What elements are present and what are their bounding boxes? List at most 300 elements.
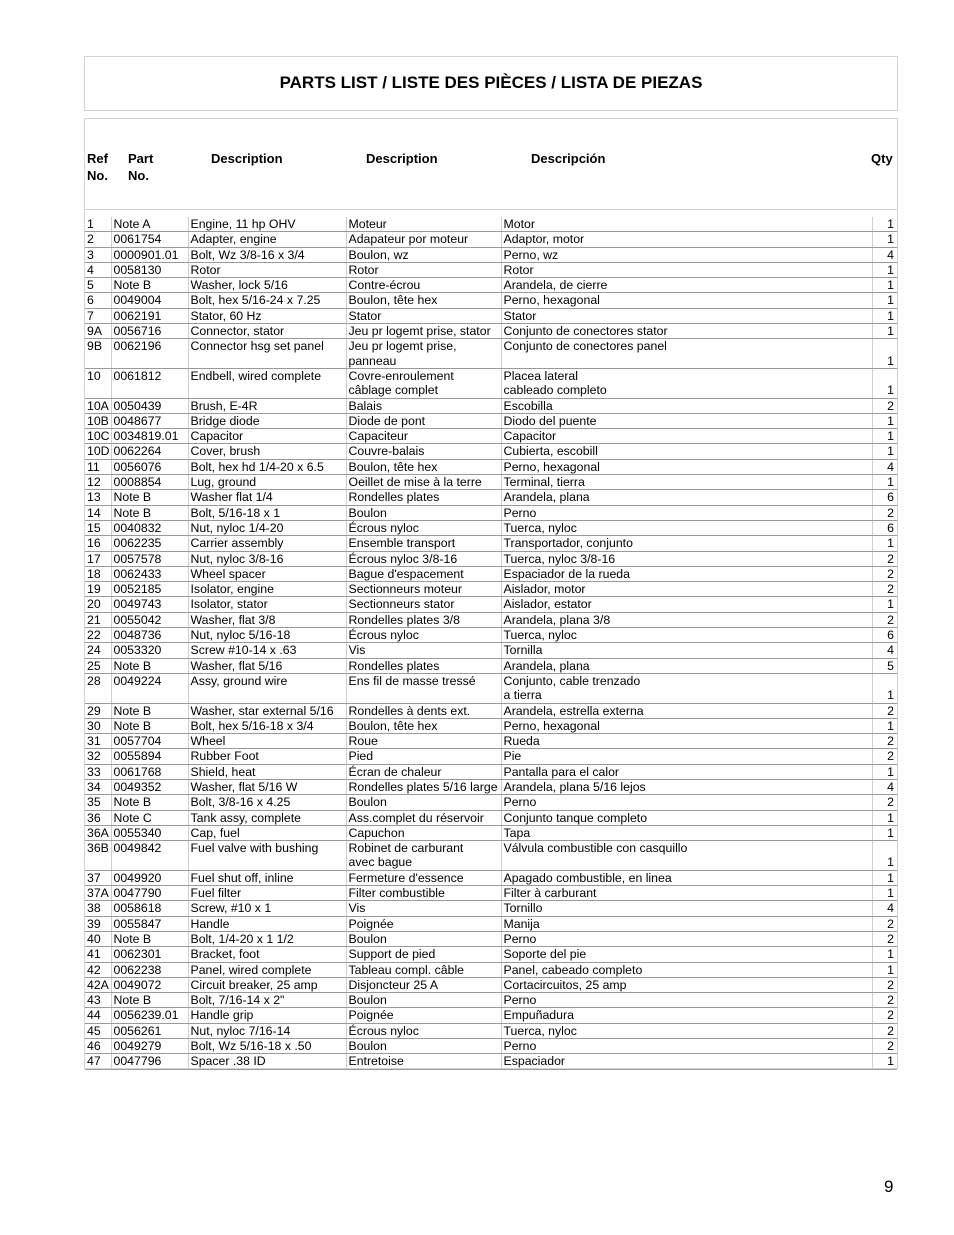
desc-en-cell: Lug, ground <box>188 475 346 490</box>
desc-fr-cell: Disjoncteur 25 A <box>346 977 501 992</box>
desc-fr-cell: Pied <box>346 749 501 764</box>
desc-en-cell: Washer, star external 5/16 <box>188 703 346 718</box>
desc-en-cell: Rubber Foot <box>188 749 346 764</box>
qty-cell: 1 <box>872 217 897 232</box>
desc-fr-cell: Écrous nyloc <box>346 628 501 643</box>
table-row <box>85 324 897 339</box>
header-desc-en: Description <box>211 151 283 166</box>
ref-cell: 1 <box>85 217 111 232</box>
qty-cell: 6 <box>872 628 897 643</box>
desc-es-cell: Tornilla <box>501 643 872 658</box>
desc-fr-cell: Ensemble transport <box>346 536 501 551</box>
part-no-cell: 0050439 <box>111 398 188 413</box>
desc-en-cell: Connector, stator <box>188 324 346 339</box>
table-row <box>85 1008 897 1023</box>
ref-cell: 6 <box>85 293 111 308</box>
part-no-cell: Note C <box>111 810 188 825</box>
qty-cell: 1 <box>872 308 897 323</box>
desc-es-cell: Tuerca, nyloc <box>501 1023 872 1038</box>
qty-cell: 1 <box>872 886 897 901</box>
desc-es-cell: Motor <box>501 217 872 232</box>
desc-en-cell: Nut, nyloc 3/8-16 <box>188 551 346 566</box>
desc-fr-cell: Covre-enroulement câblage complet <box>346 368 501 398</box>
qty-cell: 1 <box>872 947 897 962</box>
desc-fr-cell: Rotor <box>346 262 501 277</box>
table-row <box>85 977 897 992</box>
desc-es-cell: Terminal, tierra <box>501 475 872 490</box>
ref-cell: 41 <box>85 947 111 962</box>
part-no-cell: 0057704 <box>111 734 188 749</box>
qty-cell: 2 <box>872 398 897 413</box>
desc-en-cell: Brush, E-4R <box>188 398 346 413</box>
desc-es-cell: Diodo del puente <box>501 413 872 428</box>
desc-fr-cell: Sectionneurs moteur <box>346 582 501 597</box>
qty-cell: 2 <box>872 582 897 597</box>
page-number: 9 <box>884 1177 894 1196</box>
table-row <box>85 262 897 277</box>
desc-fr-cell: Couvre-balais <box>346 444 501 459</box>
desc-es-cell: Aislador, estator <box>501 597 872 612</box>
desc-es-cell: Conjunto de conectores stator <box>501 324 872 339</box>
qty-cell: 2 <box>872 1008 897 1023</box>
part-no-cell: 0062264 <box>111 444 188 459</box>
desc-fr-cell: Tableau compl. câble <box>346 962 501 977</box>
ref-cell: 38 <box>85 901 111 916</box>
part-no-cell: 0062235 <box>111 536 188 551</box>
part-no-cell: Note B <box>111 795 188 810</box>
desc-en-cell: Assy, ground wire <box>188 673 346 703</box>
ref-cell: 44 <box>85 1008 111 1023</box>
desc-en-cell: Bolt, 5/16-18 x 1 <box>188 505 346 520</box>
desc-es-cell: Tuerca, nyloc <box>501 520 872 535</box>
ref-cell: 24 <box>85 643 111 658</box>
desc-en-cell: Carrier assembly <box>188 536 346 551</box>
qty-cell: 2 <box>872 505 897 520</box>
qty-cell: 2 <box>872 977 897 992</box>
ref-cell: 25 <box>85 658 111 673</box>
part-no-cell: Note A <box>111 217 188 232</box>
desc-en-cell: Spacer .38 ID <box>188 1054 346 1069</box>
qty-cell: 1 <box>872 718 897 733</box>
desc-en-cell: Fuel valve with bushing <box>188 841 346 871</box>
desc-fr-cell: Bague d'espacement <box>346 566 501 581</box>
qty-cell: 1 <box>872 1054 897 1069</box>
desc-es-cell: Arandela, plana 5/16 lejos <box>501 779 872 794</box>
table-row <box>85 612 897 627</box>
qty-cell: 2 <box>872 612 897 627</box>
part-no-cell: 0047790 <box>111 886 188 901</box>
part-no-cell: 0049224 <box>111 673 188 703</box>
part-no-cell: 0062238 <box>111 962 188 977</box>
desc-fr-cell: Diode de pont <box>346 413 501 428</box>
desc-es-cell: Perno, hexagonal <box>501 293 872 308</box>
qty-cell: 1 <box>872 764 897 779</box>
table-row <box>85 429 897 444</box>
table-row <box>85 444 897 459</box>
desc-en-cell: Bolt, hex hd 1/4-20 x 6.5 <box>188 459 346 474</box>
ref-cell: 47 <box>85 1054 111 1069</box>
desc-es-cell: Tornillo <box>501 901 872 916</box>
desc-fr-cell: Ens fil de masse tressé <box>346 673 501 703</box>
desc-en-cell: Washer flat 1/4 <box>188 490 346 505</box>
ref-cell: 36A <box>85 825 111 840</box>
desc-es-cell: Espaciador de la rueda <box>501 566 872 581</box>
desc-es-cell: Cubierta, escobill <box>501 444 872 459</box>
ref-cell: 2 <box>85 232 111 247</box>
desc-es-cell: Válvula combustible con casquillo <box>501 841 872 871</box>
desc-fr-cell: Entretoise <box>346 1054 501 1069</box>
part-no-cell: 0008854 <box>111 475 188 490</box>
ref-cell: 37 <box>85 870 111 885</box>
ref-cell: 28 <box>85 673 111 703</box>
desc-en-cell: Bolt, Wz 5/16-18 x .50 <box>188 1039 346 1054</box>
ref-cell: 31 <box>85 734 111 749</box>
ref-cell: 10 <box>85 368 111 398</box>
ref-cell: 14 <box>85 505 111 520</box>
table-row <box>85 339 897 369</box>
ref-cell: 34 <box>85 779 111 794</box>
ref-cell: 15 <box>85 520 111 535</box>
table-row <box>85 931 897 946</box>
desc-en-cell: Isolator, stator <box>188 597 346 612</box>
ref-cell: 42A <box>85 977 111 992</box>
table-row <box>85 628 897 643</box>
desc-es-cell: Filter à carburant <box>501 886 872 901</box>
parts-table <box>85 217 897 1070</box>
desc-es-cell: Apagado combustible, en linea <box>501 870 872 885</box>
desc-es-cell: Transportador, conjunto <box>501 536 872 551</box>
ref-cell: 37A <box>85 886 111 901</box>
part-no-cell: 0056261 <box>111 1023 188 1038</box>
desc-es-cell: Arandela, plana <box>501 658 872 673</box>
desc-es-cell: Pantalla para el calor <box>501 764 872 779</box>
desc-es-cell: Perno <box>501 931 872 946</box>
desc-fr-cell: Boulon, wz <box>346 247 501 262</box>
desc-es-cell: Perno <box>501 505 872 520</box>
title-box <box>84 56 898 111</box>
part-no-cell: 0062301 <box>111 947 188 962</box>
part-no-cell: 0048677 <box>111 413 188 428</box>
desc-es-cell: Tuerca, nyloc 3/8-16 <box>501 551 872 566</box>
part-no-cell: 0055340 <box>111 825 188 840</box>
ref-cell: 3 <box>85 247 111 262</box>
qty-cell: 1 <box>872 324 897 339</box>
ref-cell: 13 <box>85 490 111 505</box>
parts-table-body <box>85 217 897 1069</box>
part-no-cell: 0061768 <box>111 764 188 779</box>
desc-fr-cell: Vis <box>346 901 501 916</box>
desc-en-cell: Washer, flat 5/16 W <box>188 779 346 794</box>
ref-cell: 40 <box>85 931 111 946</box>
part-no-cell: 0000901.01 <box>111 247 188 262</box>
ref-cell: 5 <box>85 278 111 293</box>
table-row <box>85 764 897 779</box>
ref-cell: 30 <box>85 718 111 733</box>
desc-en-cell: Handle grip <box>188 1008 346 1023</box>
desc-es-cell: Perno, wz <box>501 247 872 262</box>
desc-en-cell: Washer, flat 5/16 <box>188 658 346 673</box>
qty-cell: 1 <box>872 339 897 369</box>
desc-es-cell: Conjunto, cable trenzado a tierra <box>501 673 872 703</box>
part-no-cell: Note B <box>111 931 188 946</box>
part-no-cell: 0049743 <box>111 597 188 612</box>
part-no-cell: Note B <box>111 490 188 505</box>
desc-fr-cell: Boulon, tête hex <box>346 459 501 474</box>
table-row <box>85 368 897 398</box>
desc-en-cell: Cover, brush <box>188 444 346 459</box>
table-row <box>85 962 897 977</box>
table-row <box>85 825 897 840</box>
table-row <box>85 247 897 262</box>
desc-fr-cell: Rondelles plates 3/8 <box>346 612 501 627</box>
desc-fr-cell: Écrous nyloc 3/8-16 <box>346 551 501 566</box>
desc-en-cell: Tank assy, complete <box>188 810 346 825</box>
table-row <box>85 1054 897 1069</box>
ref-cell: 43 <box>85 993 111 1008</box>
qty-cell: 2 <box>872 993 897 1008</box>
desc-en-cell: Wheel <box>188 734 346 749</box>
desc-en-cell: Bridge diode <box>188 413 346 428</box>
qty-cell: 2 <box>872 795 897 810</box>
desc-es-cell: Arandela, estrella externa <box>501 703 872 718</box>
table-row <box>85 870 897 885</box>
part-no-cell: 0047796 <box>111 1054 188 1069</box>
qty-cell: 2 <box>872 566 897 581</box>
desc-fr-cell: Boulon <box>346 795 501 810</box>
ref-cell: 11 <box>85 459 111 474</box>
desc-es-cell: Tuerca, nyloc <box>501 628 872 643</box>
desc-fr-cell: Boulon <box>346 931 501 946</box>
desc-fr-cell: Robinet de carburant avec bague <box>346 841 501 871</box>
ref-cell: 4 <box>85 262 111 277</box>
qty-cell: 1 <box>872 278 897 293</box>
desc-en-cell: Bolt, hex 5/16-24 x 7.25 <box>188 293 346 308</box>
ref-cell: 9B <box>85 339 111 369</box>
part-no-cell: Note B <box>111 278 188 293</box>
desc-es-cell: Manija <box>501 916 872 931</box>
desc-fr-cell: Fermeture d'essence <box>346 870 501 885</box>
table-row <box>85 779 897 794</box>
ref-cell: 17 <box>85 551 111 566</box>
part-no-cell: 0053320 <box>111 643 188 658</box>
parts-table-container <box>84 118 898 1069</box>
header-desc-fr: Description <box>366 151 438 166</box>
qty-cell: 1 <box>872 293 897 308</box>
qty-cell: 1 <box>872 232 897 247</box>
desc-en-cell: Nut, nyloc 1/4-20 <box>188 520 346 535</box>
desc-fr-cell: Boulon <box>346 1039 501 1054</box>
part-no-cell: 0056076 <box>111 459 188 474</box>
desc-fr-cell: Oeillet de mise à la terre <box>346 475 501 490</box>
page-title: PARTS LIST / LISTE DES PIÈCES / LISTA DE PIEZAS <box>279 73 703 92</box>
part-no-cell: 0057578 <box>111 551 188 566</box>
table-row <box>85 398 897 413</box>
ref-cell: 9A <box>85 324 111 339</box>
part-no-cell: 0055847 <box>111 916 188 931</box>
desc-en-cell: Washer, flat 3/8 <box>188 612 346 627</box>
desc-en-cell: Bolt, Wz 3/8-16 x 3/4 <box>188 247 346 262</box>
table-row <box>85 810 897 825</box>
qty-cell: 2 <box>872 1039 897 1054</box>
desc-en-cell: Bolt, hex 5/16-18 x 3/4 <box>188 718 346 733</box>
desc-es-cell: Perno, hexagonal <box>501 718 872 733</box>
table-row <box>85 658 897 673</box>
part-no-cell: 0049842 <box>111 841 188 871</box>
desc-es-cell: Placea lateral cableado completo <box>501 368 872 398</box>
table-row <box>85 886 897 901</box>
header-part: Part No. <box>128 151 154 183</box>
qty-cell: 1 <box>872 262 897 277</box>
qty-cell: 4 <box>872 247 897 262</box>
ref-cell: 20 <box>85 597 111 612</box>
table-header <box>85 119 897 210</box>
ref-cell: 36B <box>85 841 111 871</box>
table-row <box>85 520 897 535</box>
part-no-cell: 0062196 <box>111 339 188 369</box>
desc-en-cell: Handle <box>188 916 346 931</box>
ref-cell: 10C <box>87 429 110 444</box>
ref-cell: 42 <box>85 962 111 977</box>
desc-fr-cell: Boulon, tête hex <box>346 718 501 733</box>
desc-fr-cell: Contre-écrou <box>346 278 501 293</box>
qty-cell: 4 <box>872 779 897 794</box>
desc-en-cell: Panel, wired complete <box>188 962 346 977</box>
part-no-cell: 0049279 <box>111 1039 188 1054</box>
qty-cell: 6 <box>872 520 897 535</box>
desc-fr-cell: Boulon <box>346 993 501 1008</box>
qty-cell: 1 <box>872 475 897 490</box>
desc-fr-cell: Capaciteur <box>346 429 501 444</box>
desc-en-cell: Nut, nyloc 5/16-18 <box>188 628 346 643</box>
desc-fr-cell: Rondelles plates <box>346 490 501 505</box>
table-row <box>85 643 897 658</box>
desc-es-cell: Cortacircuitos, 25 amp <box>501 977 872 992</box>
desc-fr-cell: Sectionneurs stator <box>346 597 501 612</box>
table-row <box>85 901 897 916</box>
qty-cell: 4 <box>872 643 897 658</box>
desc-fr-cell: Rondelles plates <box>346 658 501 673</box>
ref-cell: 10D <box>87 444 110 459</box>
table-row <box>85 459 897 474</box>
header-desc-es: Descripción <box>531 151 606 166</box>
part-no-cell: 0055042 <box>111 612 188 627</box>
table-row <box>85 551 897 566</box>
desc-fr-cell: Balais <box>346 398 501 413</box>
desc-es-cell: Perno <box>501 1039 872 1054</box>
part-no-cell: 0056716 <box>111 324 188 339</box>
part-no-cell: 0062433 <box>111 566 188 581</box>
desc-es-cell: Rueda <box>501 734 872 749</box>
desc-fr-cell: Poignée <box>346 916 501 931</box>
table-row <box>85 505 897 520</box>
desc-en-cell: Screw, #10 x 1 <box>188 901 346 916</box>
desc-en-cell: Screw #10-14 x .63 <box>188 643 346 658</box>
desc-en-cell: Nut, nyloc 7/16-14 <box>188 1023 346 1038</box>
desc-es-cell: Perno <box>501 993 872 1008</box>
table-row <box>85 232 897 247</box>
qty-cell: 1 <box>872 597 897 612</box>
desc-fr-cell: Boulon, tête hex <box>346 293 501 308</box>
desc-es-cell: Aislador, motor <box>501 582 872 597</box>
table-row <box>85 734 897 749</box>
part-no-cell: 0062191 <box>111 308 188 323</box>
desc-fr-cell: Jeu pr logemt prise, stator <box>346 324 501 339</box>
qty-cell: 2 <box>872 551 897 566</box>
desc-fr-cell: Vis <box>346 643 501 658</box>
desc-es-cell: Tapa <box>501 825 872 840</box>
qty-cell: 2 <box>872 931 897 946</box>
part-no-cell: Note B <box>111 993 188 1008</box>
desc-en-cell: Washer, lock 5/16 <box>188 278 346 293</box>
header-ref: Ref No. <box>87 151 108 183</box>
desc-es-cell: Espaciador <box>501 1054 872 1069</box>
desc-es-cell: Arandela, plana 3/8 <box>501 612 872 627</box>
qty-cell: 4 <box>872 459 897 474</box>
part-no-cell: 0058618 <box>111 901 188 916</box>
qty-cell: 2 <box>872 1023 897 1038</box>
qty-cell: 1 <box>872 825 897 840</box>
ref-cell: 7 <box>85 308 111 323</box>
table-row <box>85 293 897 308</box>
desc-fr-cell: Adapateur por moteur <box>346 232 501 247</box>
qty-cell: 4 <box>872 901 897 916</box>
header-qty: Qty <box>871 151 893 166</box>
desc-fr-cell: Rondelles à dents ext. <box>346 703 501 718</box>
desc-es-cell: Arandela, de cierre <box>501 278 872 293</box>
desc-es-cell: Stator <box>501 308 872 323</box>
table-row <box>85 993 897 1008</box>
table-row <box>85 597 897 612</box>
ref-cell: 33 <box>85 764 111 779</box>
desc-es-cell: Adaptor, motor <box>501 232 872 247</box>
part-no-cell: 0049072 <box>111 977 188 992</box>
desc-es-cell: Soporte del pie <box>501 947 872 962</box>
part-no-cell: 0049352 <box>111 779 188 794</box>
desc-en-cell: Circuit breaker, 25 amp <box>188 977 346 992</box>
desc-fr-cell: Écrous nyloc <box>346 520 501 535</box>
table-row <box>85 536 897 551</box>
part-no-cell: Note B <box>111 658 188 673</box>
desc-fr-cell: Roue <box>346 734 501 749</box>
qty-cell: 1 <box>872 413 897 428</box>
part-no-cell: 0034819.01 <box>111 429 188 444</box>
qty-cell: 1 <box>872 368 897 398</box>
table-row <box>85 749 897 764</box>
desc-en-cell: Bolt, 7/16-14 x 2" <box>188 993 346 1008</box>
desc-en-cell: Connector hsg set panel <box>188 339 346 369</box>
ref-cell: 16 <box>85 536 111 551</box>
table-row <box>85 1023 897 1038</box>
desc-fr-cell: Stator <box>346 308 501 323</box>
table-row <box>85 718 897 733</box>
desc-en-cell: Bracket, foot <box>188 947 346 962</box>
part-no-cell: Note B <box>111 505 188 520</box>
part-no-cell: 0049920 <box>111 870 188 885</box>
desc-en-cell: Endbell, wired complete <box>188 368 346 398</box>
table-row <box>85 673 897 703</box>
qty-cell: 1 <box>872 841 897 871</box>
table-row <box>85 703 897 718</box>
desc-es-cell: Empuñadura <box>501 1008 872 1023</box>
ref-cell: 21 <box>85 612 111 627</box>
qty-cell: 1 <box>872 536 897 551</box>
ref-cell: 19 <box>85 582 111 597</box>
table-row <box>85 490 897 505</box>
ref-cell: 35 <box>85 795 111 810</box>
table-row <box>85 566 897 581</box>
ref-cell: 45 <box>85 1023 111 1038</box>
table-row <box>85 413 897 428</box>
